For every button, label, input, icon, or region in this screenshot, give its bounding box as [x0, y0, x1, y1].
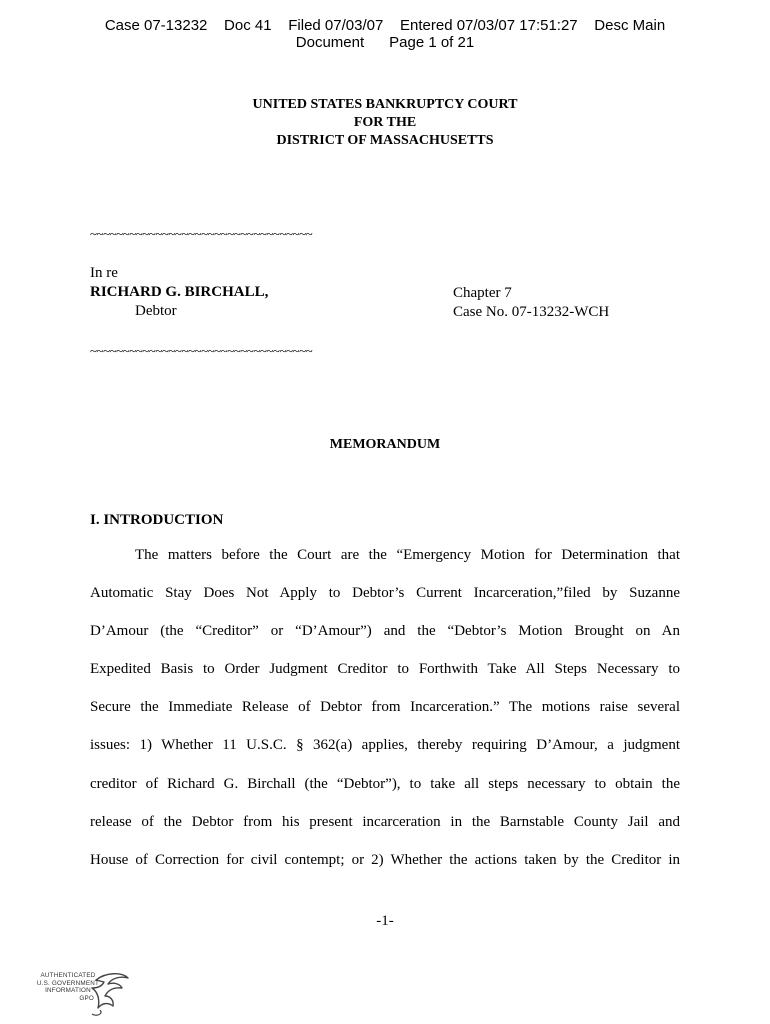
body-line: Automatic Stay Does Not Apply to Debtor’s Current Incarceration,”filed by Suzanne: [90, 585, 680, 602]
body-line: issues: 1) Whether 11 U.S.C. § 362(a) applies, thereby requiring D’Amour, a judgment: [90, 737, 680, 754]
caption-rule-top: ~~~~~~~~~~~~~~~~~~~~~~~~~~~~~~~~~~: [90, 226, 313, 241]
debtor-name: RICHARD G. BIRCHALL,: [90, 284, 269, 300]
seal-line-2: U.S. GOVERNMENT: [36, 979, 100, 987]
seal-line-1: AUTHENTICATED: [40, 972, 96, 979]
debtor-label: Debtor: [135, 303, 177, 319]
court-heading: [0, 96, 770, 150]
body-line: release of the Debtor from his present incarceration in the Barnstable County Jail and: [90, 813, 680, 830]
case-number: Case No. 07-13232-WCH: [453, 304, 610, 320]
seal-line-3: INFORMATION: [45, 987, 91, 994]
seal-line-4: GPO: [79, 994, 94, 1002]
eagle-icon: [88, 970, 132, 1018]
docket-stamp-line-2: Document Page 1 of 21: [295, 34, 475, 51]
court-district: DISTRICT OF MASSACHUSETTS: [276, 133, 494, 148]
caption-rule-bottom: ~~~~~~~~~~~~~~~~~~~~~~~~~~~~~~~~~~: [90, 343, 313, 358]
body-text: [90, 543, 680, 886]
page-number: -1-: [376, 913, 394, 929]
court-for-the: FOR THE: [353, 115, 417, 130]
court-name: UNITED STATES BANKRUPTCY COURT: [252, 97, 518, 112]
body-line: House of Correction for civil contempt; or 2) Whether the actions taken by the Creditor in: [90, 851, 680, 868]
body-line: D’Amour (the “Creditor” or “D’Amour”) and the “Debtor’s Motion Brought on An: [90, 623, 680, 640]
body-line: The matters before the Court are the “Emergency Motion for Determination that: [135, 547, 680, 563]
docket-stamp-line-1: Case 07-13232 Doc 41 Filed 07/03/07 Entered 07/03/07 17:51:27 Desc Main: [104, 17, 666, 34]
section-heading: I. INTRODUCTION: [90, 512, 224, 528]
gpo-authentication-seal: [28, 970, 132, 1018]
body-line: Secure the Immediate Release of Debtor from Incarceration.” The motions raise several: [90, 699, 680, 716]
chapter-label: Chapter 7: [453, 285, 512, 301]
caption-case-info: [453, 284, 609, 322]
docket-stamp: [0, 17, 770, 51]
caption-parties: [90, 264, 268, 321]
document-title: MEMORANDUM: [329, 437, 441, 452]
body-line: creditor of Richard G. Birchall (the “Debtor”), to take all steps necessary to obtain the: [90, 775, 680, 792]
body-line: Expedited Basis to Order Judgment Creditor to Forthwith Take All Steps Necessary to: [90, 661, 680, 678]
in-re-label: In re: [90, 265, 118, 281]
